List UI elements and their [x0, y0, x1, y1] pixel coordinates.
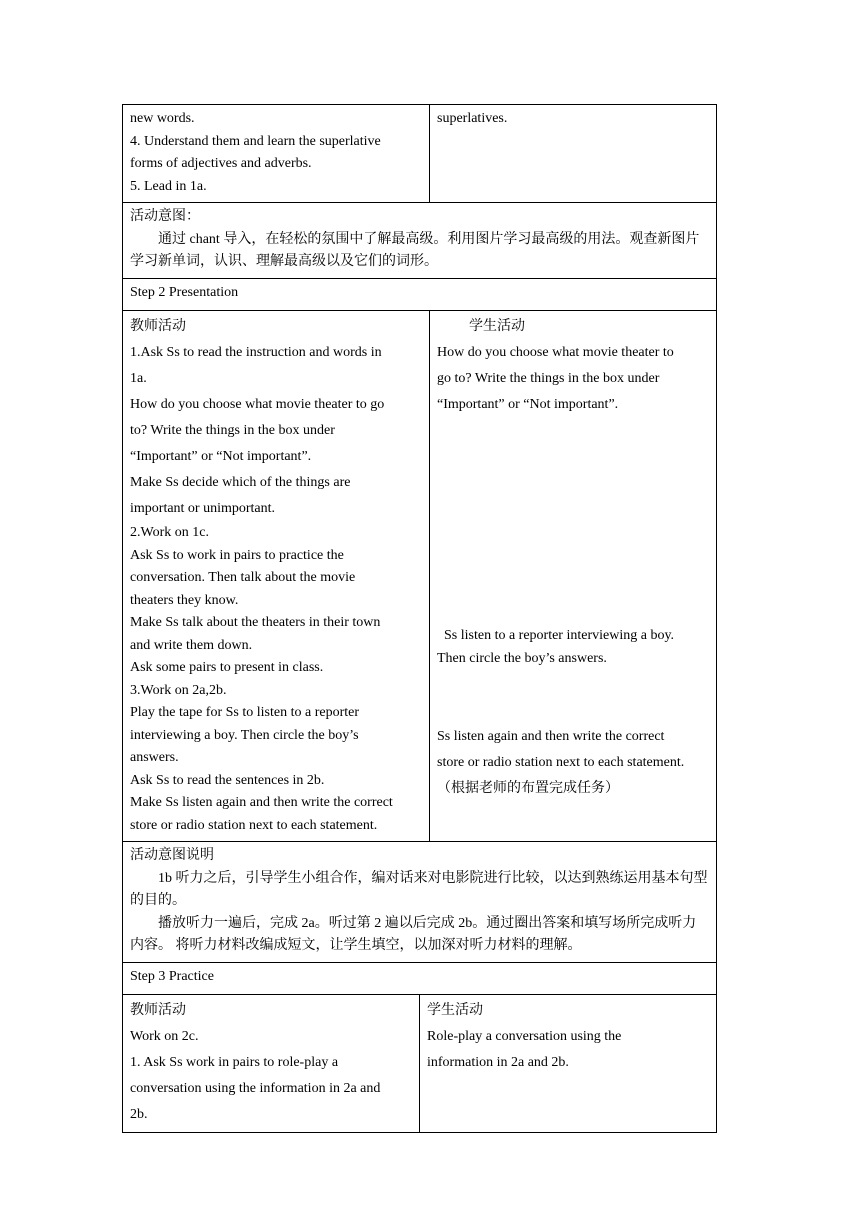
- step3-teacher-cell: [123, 995, 420, 1133]
- text-line: Play the tape for Ss to listen to a reporter: [130, 705, 359, 720]
- intent2-para1: 1b 听力之后，引导学生小组合作，编对话来对电影院进行比较，以达到熟练运用基本句型的目的。: [130, 870, 708, 908]
- spacer: [437, 670, 709, 724]
- text-line: 3.Work on 2a,2b.: [130, 682, 227, 698]
- text-line: “Important” or “Not important”.: [437, 397, 619, 412]
- text-line: Ask Ss to read the sentences in 2b.: [130, 772, 325, 788]
- text-line: interviewing a boy. Then circle the boy’s: [130, 727, 359, 743]
- step1-continuation-row: [123, 105, 717, 203]
- student-activity-label: 学生活动: [427, 1003, 483, 1018]
- text-line: 2b.: [130, 1107, 148, 1122]
- text-line: 2.Work on 1c.: [130, 525, 209, 540]
- text-line: Make Ss listen again and then write the correct: [130, 795, 393, 810]
- step3-title: Step 3 Practice: [130, 968, 214, 984]
- text-line: How do you choose what movie theater to: [437, 345, 674, 360]
- text-line: 4. Understand them and learn the superlative: [130, 133, 381, 149]
- text-line: conversation using the information in 2a and: [130, 1081, 381, 1096]
- spacer: [437, 418, 709, 625]
- step2-title-row: [123, 278, 717, 311]
- step3-student-cell: [420, 995, 717, 1133]
- text-line: go to? Write the things in the box under: [437, 371, 660, 386]
- text-line: and write them down.: [130, 637, 253, 653]
- intent1-label: 活动意图：: [130, 209, 200, 224]
- text-line: Then circle the boy’s answers.: [437, 650, 607, 666]
- text-line: important or unimportant.: [130, 501, 276, 516]
- teacher-activity-label: 教师活动: [130, 1003, 186, 1018]
- step3-title-cell: [123, 962, 717, 995]
- step1-teacher-cell: [123, 105, 430, 203]
- lesson-plan-table: [122, 104, 717, 995]
- intent1-row: [123, 203, 717, 279]
- text-line: Ask Ss to work in pairs to practice the: [130, 547, 344, 563]
- step1-student-cell: [430, 105, 717, 203]
- step2-teacher-cell: [123, 311, 430, 842]
- text-line: 5. Lead in 1a.: [130, 178, 207, 194]
- step2-title-cell: [123, 278, 717, 311]
- teacher-activity-label: 教师活动: [130, 319, 186, 334]
- intent1-text: 通过 chant 导入，在轻松的氛围中了解最高级。利用图片学习最高级的用法。观查新图片学习新单词，认识、理解最高级以及它们的词形。: [130, 231, 700, 269]
- intent2-cell: [123, 842, 717, 963]
- text-line: to? Write the things in the box under: [130, 423, 335, 438]
- text-line: superlatives.: [437, 111, 508, 126]
- text-line: theaters they know.: [130, 592, 239, 608]
- text-line: Role-play a conversation using the: [427, 1029, 622, 1044]
- text-line: How do you choose what movie theater to go: [130, 397, 385, 412]
- step2-student-cell: [430, 311, 717, 842]
- text-line: 1a.: [130, 371, 147, 386]
- text-line: 1.Ask Ss to read the instruction and words in: [130, 345, 382, 360]
- step3-table: [122, 994, 717, 1133]
- text-line: Work on 2c.: [130, 1029, 199, 1044]
- text-line: “Important” or “Not important”.: [130, 449, 312, 464]
- text-line: Make Ss talk about the theaters in their town: [130, 615, 381, 630]
- text-line: information in 2a and 2b.: [427, 1055, 569, 1070]
- intent2-para2: 播放听力一遍后，完成 2a。听过第 2 遍以后完成 2b。通过圈出答案和填写场所完成听力内容。 将听力材料改编成短文，让学生填空，以加深对听力材料的理解。: [130, 915, 697, 953]
- text-line: 1. Ask Ss work in pairs to role-play a: [130, 1055, 339, 1070]
- text-line: answers.: [130, 750, 179, 765]
- step3-title-row: [123, 962, 717, 995]
- step2-title: Step 2 Presentation: [130, 284, 239, 300]
- text-line: Ask some pairs to present in class.: [130, 660, 324, 675]
- text-line: Ss listen again and then write the correct: [437, 729, 665, 744]
- intent2-label: 活动意图说明: [130, 848, 214, 863]
- text-line: Ss listen to a reporter interviewing a boy.: [437, 628, 675, 643]
- text-line: Make Ss decide which of the things are: [130, 475, 351, 490]
- step3-body-row: [123, 995, 717, 1133]
- text-line: store or radio station next to each statement.: [130, 817, 378, 833]
- lesson-plan-page: [122, 104, 716, 1133]
- text-line: conversation. Then talk about the movie: [130, 570, 356, 585]
- text-line: forms of adjectives and adverbs.: [130, 156, 312, 171]
- intent2-row: [123, 842, 717, 963]
- text-line: （根据老师的布置完成任务）: [437, 781, 619, 796]
- text-line: new words.: [130, 111, 195, 126]
- intent1-cell: [123, 203, 717, 279]
- student-activity-label: 学生活动: [469, 319, 525, 334]
- text-line: store or radio station next to each statement.: [437, 755, 685, 770]
- step2-body-row: [123, 311, 717, 842]
